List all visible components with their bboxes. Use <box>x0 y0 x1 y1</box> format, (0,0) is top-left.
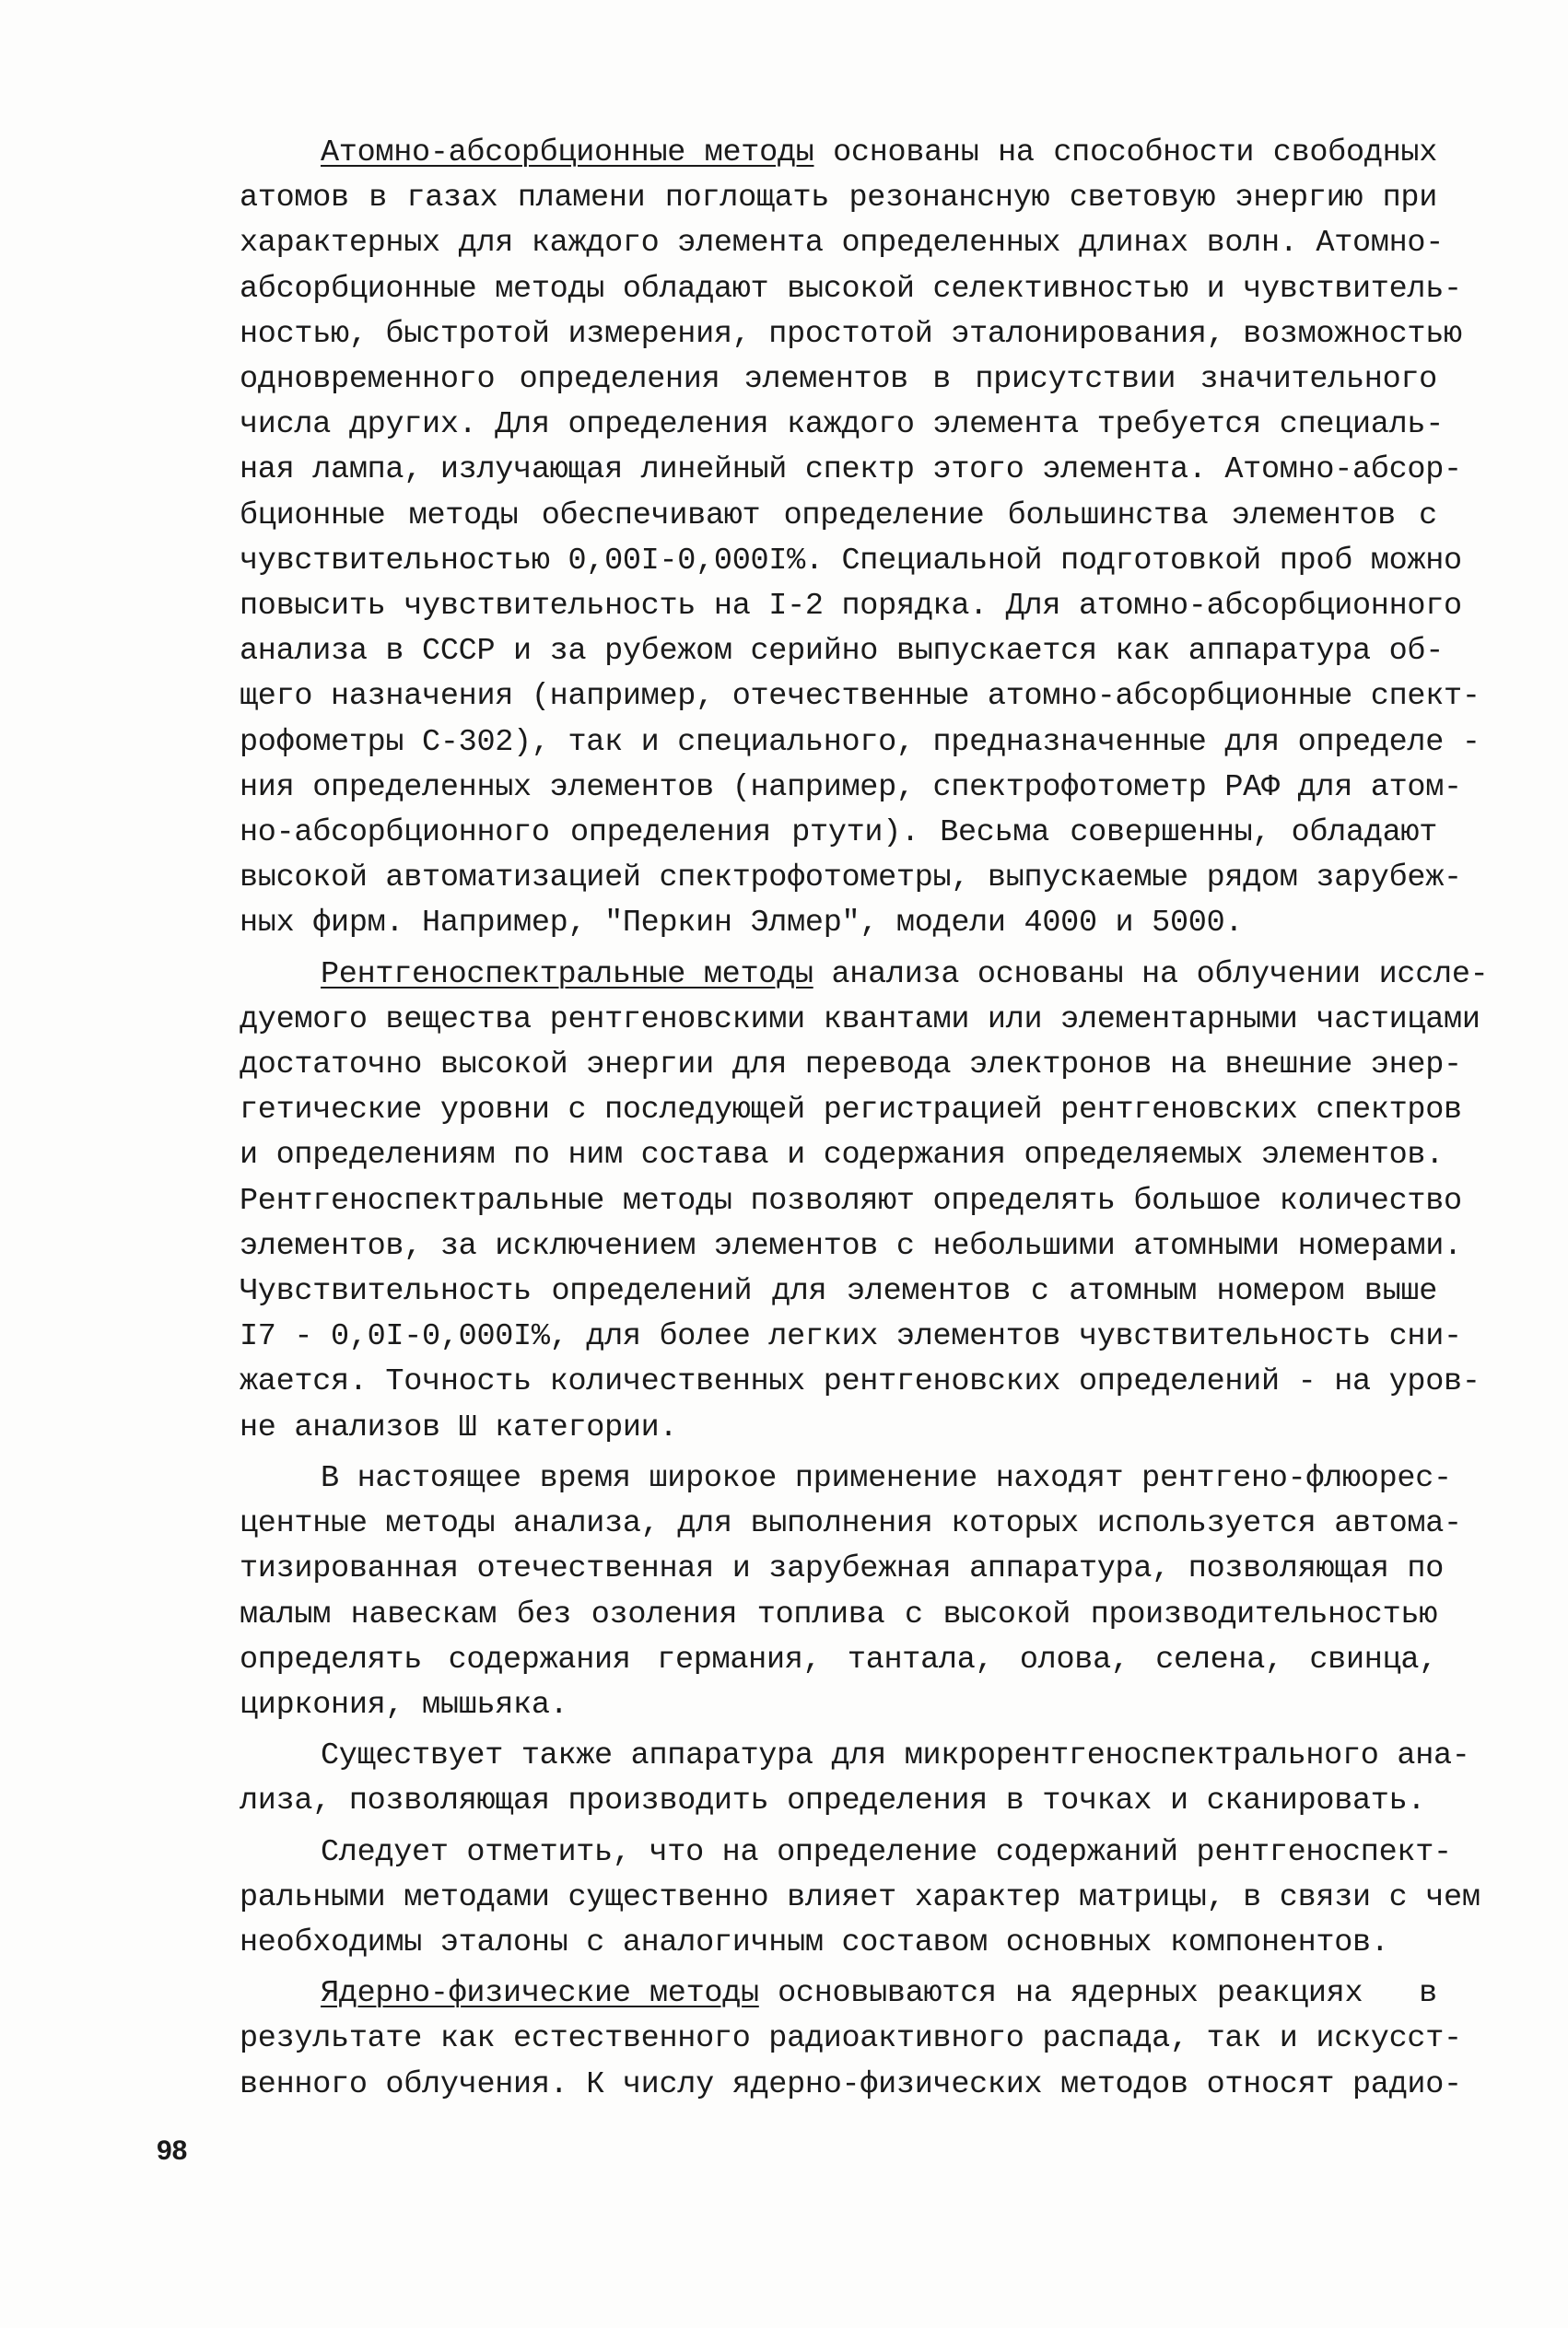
text-line: гетические уровни с последующей регистрацией рентгеновских спектров <box>240 1093 1462 1129</box>
paragraph-nuclear-physical <box>157 1971 1462 2108</box>
text-line: Следует отметить, что на определение содержаний рентгеноспект- <box>321 1834 1452 1870</box>
section-heading-atomic-absorption: Атомно-абсорбционные методы <box>321 135 814 170</box>
text-line: необходимы эталоны с аналогичным составом основных компонентов. <box>240 1924 1389 1960</box>
text-line: характерных для каждого элемента определенных длинах волн. Атомно- <box>240 226 1445 262</box>
paragraph-x-ray-spectral <box>157 953 1489 1451</box>
text-line: достаточно высокой энергии для перевода электронов на внешние энер- <box>240 1047 1462 1083</box>
text-line: циркония, мышьяка. <box>240 1687 568 1723</box>
text-line: малым навескам без озоления топлива с высокой производительностью <box>240 1597 1437 1632</box>
text-line: элементов, за исключением элементов с небольшими атомными номерами. <box>240 1228 1462 1264</box>
paragraph-x-ray-fluorescence <box>157 1456 1462 1728</box>
text-line: числа других. Для определения каждого элемента требуется специаль- <box>240 407 1445 443</box>
text-line: центные методы анализа, для выполнения которых используется автома- <box>240 1506 1462 1542</box>
text-line: повысить чувствительность на I-2 порядка. Для атомно-абсорбционного <box>240 589 1462 625</box>
text-line: ная лампа, излучающая линейный спектр этого элемента. Атомно-абсор- <box>240 452 1462 488</box>
text-line: ральными методами существенно влияет характер матрицы, в связи с чем <box>240 1879 1480 1915</box>
text-line: Рентгеноспектральные методы позволяют определять большое количество <box>240 1183 1462 1219</box>
text-line: Существует также аппаратура для микрорентгеноспектрального ана- <box>321 1738 1470 1774</box>
paragraph-atomic-absorption <box>157 131 1480 947</box>
text-line: жается. Точность количественных рентгеновских определений - на уров- <box>240 1364 1480 1400</box>
text-line: тизированная отечественная и зарубежная аппаратура, позволяющая по <box>240 1551 1445 1587</box>
text-line: но-абсорбционного определения ртути). Весьма совершенны, обладают <box>240 815 1437 851</box>
text-line: не анализов Ш категории. <box>240 1410 678 1445</box>
text-line: ных фирм. Например, "Перкин Элмер", модели 4000 и 5000. <box>240 906 1244 942</box>
text-line: атомов в газах пламени поглощать резонансную световую энергию при <box>240 181 1437 216</box>
text-line: дуемого вещества рентгеновскими квантами или элементарными частицами <box>240 1001 1480 1037</box>
text-line: определять содержания германия, тантала, олова, селена, свинца, <box>240 1642 1437 1678</box>
text-line: высокой автоматизацией спектрофотометры, выпускаемые рядом зарубеж- <box>240 860 1462 896</box>
section-heading-x-ray-spectral: Рентгеноспектральные методы <box>321 956 813 992</box>
paragraph-matrix-effect <box>157 1831 1480 1967</box>
paragraph-micro-x-ray <box>157 1734 1470 1824</box>
text-line: результате как естественного радиоактивного распада, так и искусст- <box>240 2021 1462 2057</box>
text-line: Ядерно-физические методы основываются на ядерных реакциях в <box>321 1976 1437 2012</box>
text-line: рофометры С-302), так и специального, предназначенные для определе - <box>240 724 1480 760</box>
text-line: ностью, быстротой измерения, простотой эталонирования, возможностью <box>240 316 1462 352</box>
text-line: абсорбционные методы обладают высокой селективностью и чувствитель- <box>240 271 1462 307</box>
text-line: В настоящее время широкое применение находят рентгено-флюорес- <box>321 1460 1452 1496</box>
text-line: анализа в СССР и за рубежом серийно выпускается как аппаратура об- <box>240 634 1445 670</box>
text-line: Рентгеноспектральные методы анализа основаны на облучении иссле- <box>321 956 1489 992</box>
text-line: бционные методы обеспечивают определение большинства элементов с <box>240 497 1437 533</box>
text-line: чувствительностью 0,00I-0,000I%. Специальной подготовкой проб можно <box>240 543 1462 579</box>
text-line: ния определенных элементов (например, спектрофотометр РАФ для атом- <box>240 769 1462 805</box>
text-line: Чувствительность определений для элементов с атомным номером выше <box>240 1274 1437 1310</box>
text-line: лиза, позволяющая производить определения в точках и сканировать. <box>240 1784 1426 1819</box>
text-line: и определениям по ним состава и содержания определяемых элементов. <box>240 1138 1445 1174</box>
text-line: Атомно-абсорбционные методы основаны на способности свободных <box>321 135 1437 170</box>
body-text <box>157 131 1489 2113</box>
text-line: венного облучения. К числу ядерно-физических методов относят радио- <box>240 2066 1462 2102</box>
text-line: одновременного определения элементов в присутствии значительного <box>240 362 1437 398</box>
page-number: 98 <box>157 2135 188 2166</box>
text-line: щего назначения (например, отечественные атомно-абсорбционные спект- <box>240 679 1480 715</box>
section-heading-nuclear-physical: Ядерно-физические методы <box>321 1976 759 2012</box>
text-line: I7 - 0,0I-0,000I%, для более легких элементов чувствительность сни- <box>240 1319 1462 1355</box>
